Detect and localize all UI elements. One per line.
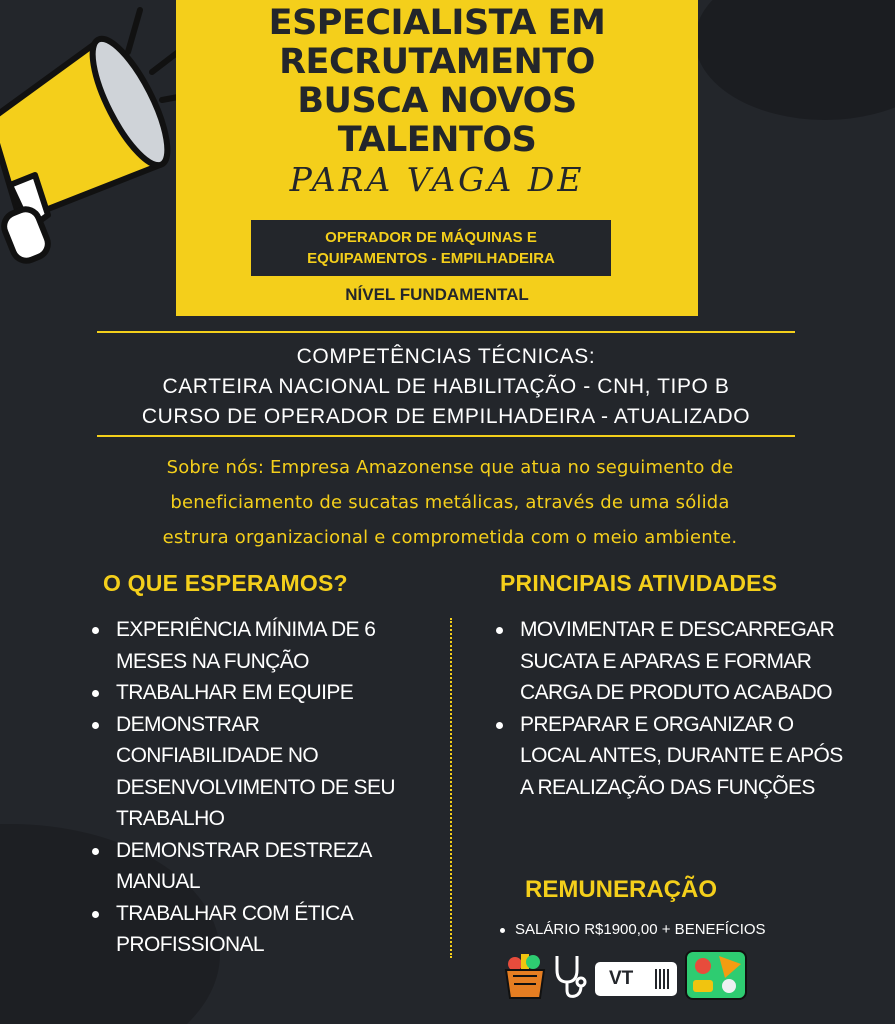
background-shape [695,0,895,120]
headline [176,4,698,160]
about-text [70,450,830,555]
job-title-box [251,220,611,276]
list-item: MOVIMENTAR E DESCARREGAR SUCATA E APARAS E FORMAR CARGA DE PRODUTO ACABADO [494,614,849,709]
barcode-icon [655,969,669,989]
grocery-basket-icon [503,950,547,1000]
column-divider [450,618,452,958]
expectations-list [90,614,430,961]
header-panel [176,0,698,316]
list-item: TRABALHAR EM EQUIPE [90,677,430,709]
remuneration-title: REMUNERAÇÃO [525,876,717,903]
expectations-title: O QUE ESPERAMOS? [103,570,348,596]
meal-voucher-icon [685,950,747,1000]
list-item: PREPARAR E ORGANIZAR O LOCAL ANTES, DURANTE E APÓS A REALIZAÇÃO DAS FUNÇÕES [494,709,849,804]
bullet-icon [500,928,505,933]
headline-line: ESPECIALISTA EM [268,3,606,43]
competency-item: CARTEIRA NACIONAL DE HABILITAÇÃO - CNH, TIPO B [162,375,730,398]
competency-item: CURSO DE OPERADOR DE EMPILHADEIRA - ATUALIZADO [141,405,751,428]
vt-label: VT [609,968,634,989]
stethoscope-icon [551,952,587,1000]
salary-line [500,921,766,938]
benefit-icons [503,950,753,1002]
about-line: Sobre nós: Empresa Amazonense que atua no seguimento de [166,457,734,478]
salary-text: SALÁRIO R$1900,00 + BENEFÍCIOS [515,921,766,938]
list-item: TRABALHAR COM ÉTICA PROFISSIONAL [90,898,430,961]
list-item: DEMONSTRAR DESTREZA MANUAL [90,835,430,898]
competencies-block [97,342,795,432]
competencies-heading: COMPETÊNCIAS TÉCNICAS: [296,345,596,368]
headline-line: TALENTOS [337,120,537,160]
activities-list [494,614,849,803]
list-item: DEMONSTRAR CONFIABILIDADE NO DESENVOLVIMENTO DE SEU TRABALHO [90,709,430,835]
about-line: estrura organizacional e comprometida com o meio ambiente. [162,527,738,548]
headline-line: RECRUTAMENTO [279,42,595,82]
job-title-line: EQUIPAMENTOS - EMPILHADEIRA [307,250,555,267]
activities-title: PRINCIPAIS ATIVIDADES [500,570,778,596]
list-item: EXPERIÊNCIA MÍNIMA DE 6 MESES NA FUNÇÃO [90,614,430,677]
about-line: beneficiamento de sucatas metálicas, através de uma sólida [170,492,730,513]
subtitle: PARA VAGA DE [289,160,585,199]
job-title-line: OPERADOR DE MÁQUINAS E [325,229,537,246]
vt-ticket-icon [595,962,677,996]
education-level: NÍVEL FUNDAMENTAL [345,285,529,304]
headline-line: BUSCA NOVOS [297,81,577,121]
divider-line [97,331,795,333]
divider-line [97,435,795,437]
